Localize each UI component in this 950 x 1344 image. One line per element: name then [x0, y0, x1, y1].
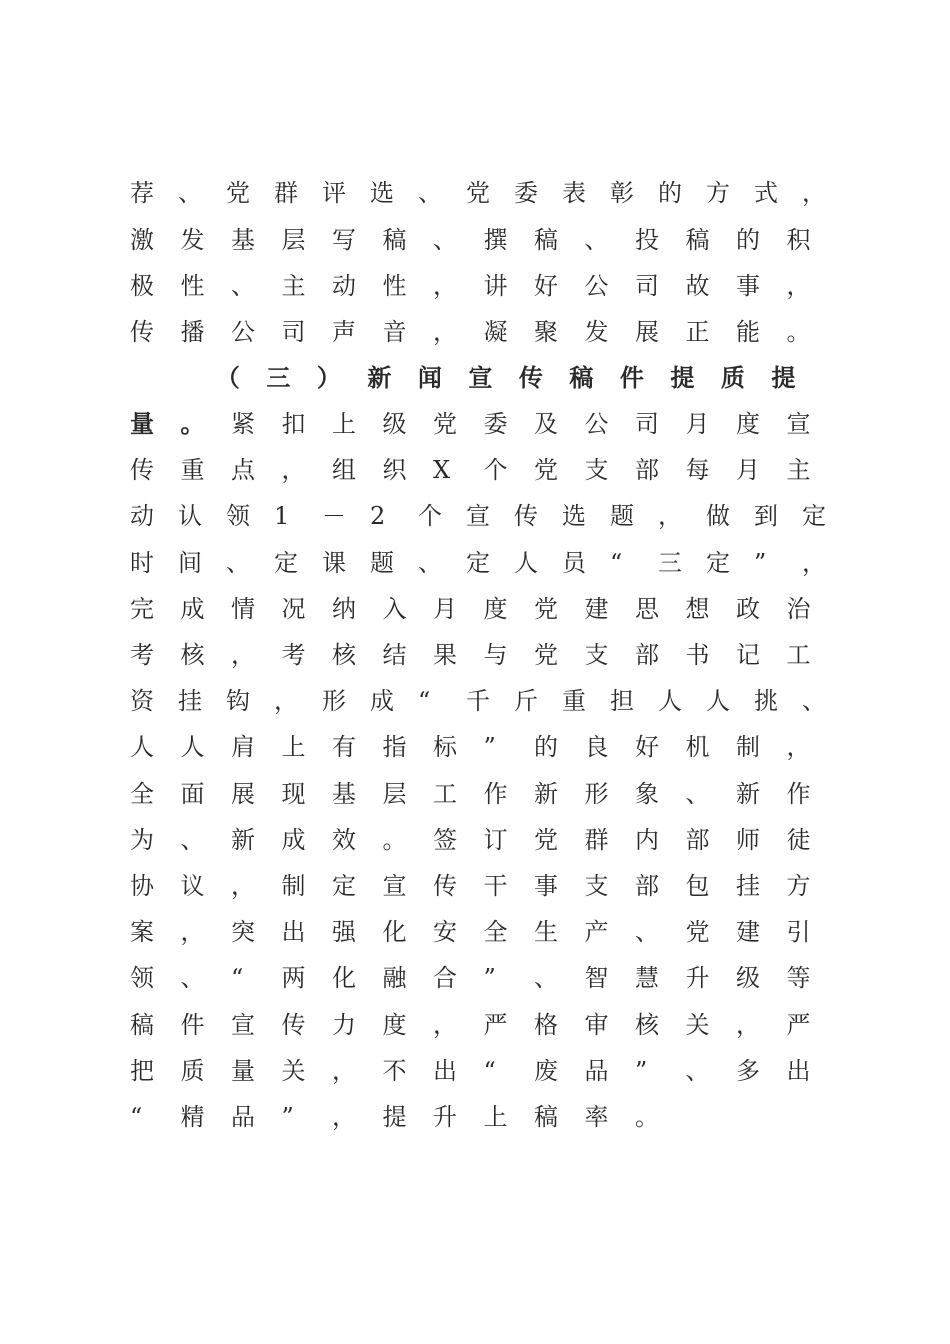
- text-line: 激 发 基 层 写 稿 、 撰 稿 、 投 稿 的 积: [130, 226, 811, 254]
- text-line: 人 人 肩 上 有 指 标 ” 的 良 好 机 制 ，: [130, 733, 811, 761]
- text-line: 考 核 ， 考 核 结 果 与 党 支 部 书 记 工: [130, 641, 811, 669]
- text-line: 传 播 公 司 声 音 ， 凝 聚 发 展 正 能 。: [130, 318, 811, 346]
- text-line: 传 重 点 ， 组 织 X 个 党 支 部 每 月 主: [130, 456, 811, 484]
- text-line: 完 成 情 况 纳 入 月 度 党 建 思 想 政 治: [130, 595, 811, 623]
- section-heading: （ 三 ） 新 闻 宣 传 稿 件 提 质 提: [215, 363, 796, 392]
- text-line: 协 议 ， 制 定 宣 传 干 事 支 部 包 挂 方: [130, 872, 811, 900]
- text-line: 动 认 领 1 － 2 个 宣 传 选 题 ， 做 到 定: [130, 502, 826, 530]
- text-line: 把 质 量 关 ， 不 出 “ 废 品 ” 、 多 出: [130, 1057, 811, 1085]
- body-text: 紧 扣 上 级 党 委 及 公 司 月 度 宣: [231, 410, 811, 438]
- text-line: 案 ， 突 出 强 化 安 全 生 产 、 党 建 引: [130, 918, 811, 946]
- text-line: 全 面 展 现 基 层 工 作 新 形 象 、 新 作: [130, 780, 811, 808]
- section-heading-tail: 量 。: [130, 409, 205, 438]
- text-line: “ 精 品 ” ， 提 升 上 稿 率 。: [130, 1103, 659, 1131]
- text-line: 领 、 “ 两 化 融 合 ” 、 智 慧 升 级 等: [130, 964, 811, 992]
- text-line: 为 、 新 成 效 。 签 订 党 群 内 部 师 徒: [130, 826, 811, 854]
- text-line: 资 挂 钩 ， 形 成 “ 千 斤 重 担 人 人 挑 、: [130, 687, 826, 715]
- text-line: 极 性 、 主 动 性 ， 讲 好 公 司 故 事 ，: [130, 272, 811, 300]
- text-line: 时 间 、 定 课 题 、 定 人 员 “ 三 定 ” ，: [130, 549, 826, 577]
- text-line: 稿 件 宣 传 力 度 ， 严 格 审 核 关 ， 严: [130, 1011, 811, 1039]
- text-line: [130, 406, 850, 442]
- text-line: 荐 、 党 群 评 选 、 党 委 表 彰 的 方 式 ，: [130, 179, 826, 207]
